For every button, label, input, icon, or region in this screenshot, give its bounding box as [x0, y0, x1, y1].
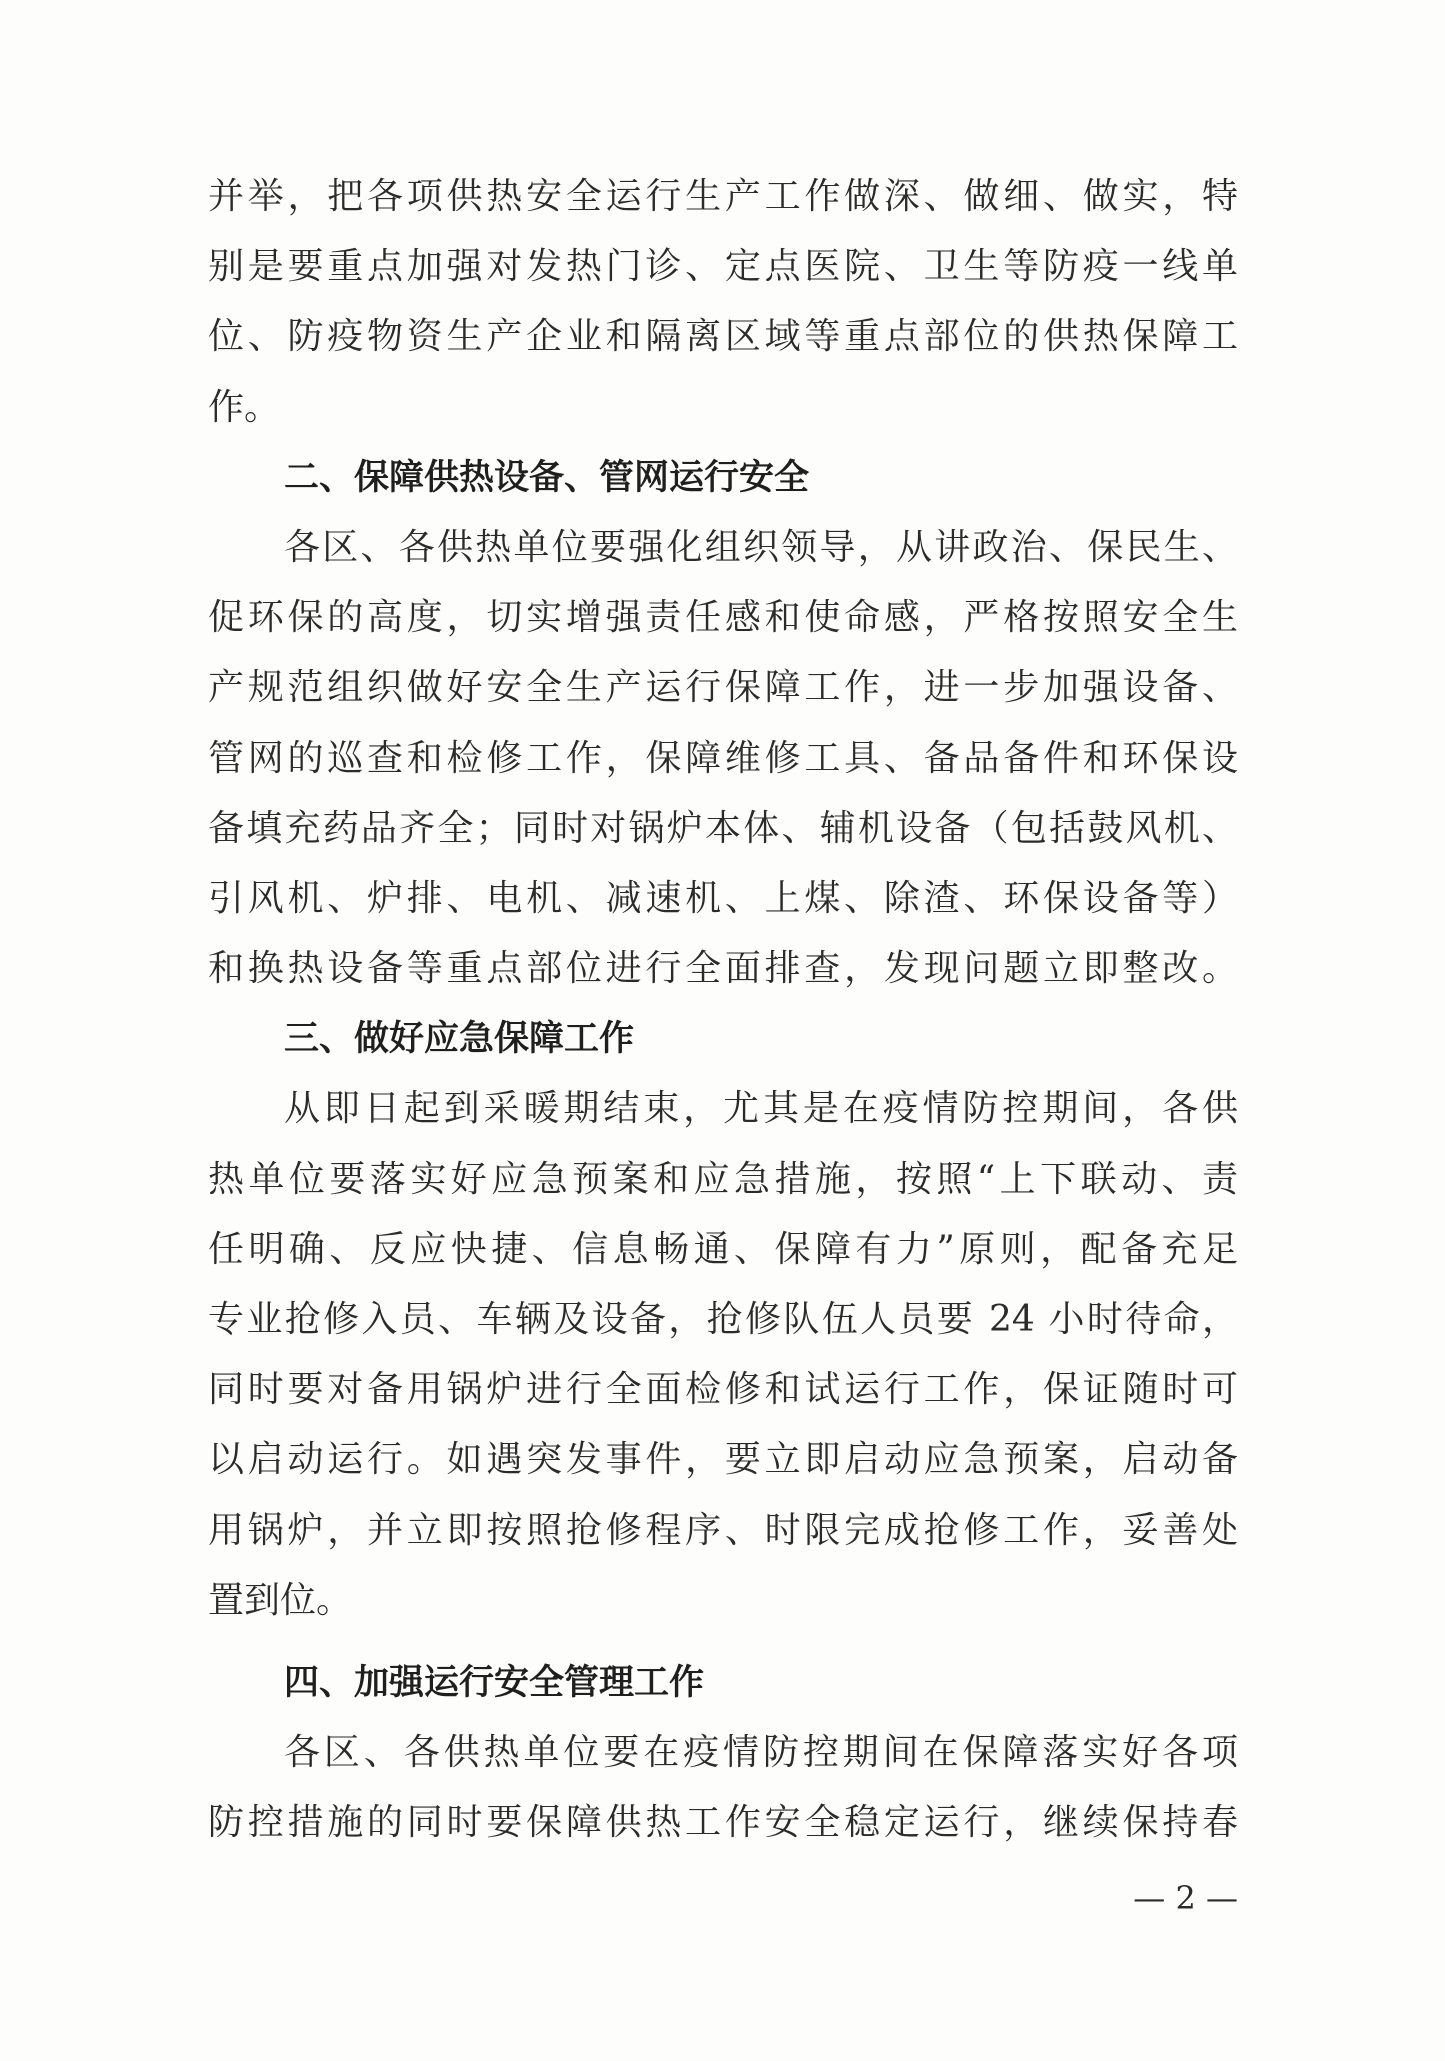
- document-body: [208, 162, 1238, 1859]
- body-line-12: 和换热设备等重点部位进行全面排查，发现问题立即整改。: [208, 948, 1238, 990]
- body-line-21: 置到位。: [208, 1579, 353, 1621]
- body-line-9: 管网的巡查和检修工作，保障维修工具、备品备件和环保设: [208, 737, 1238, 779]
- body-line-11: 引风机、炉排、电机、减速机、上煤、除渣、环保设备等）: [208, 877, 1238, 919]
- body-line-7: 促环保的高度，切实增强责任感和使命感，严格按照安全生: [208, 597, 1238, 639]
- body-line-14: 从即日起到采暖期结束，尤其是在疫情防控期间，各供: [284, 1088, 1238, 1130]
- body-line-8: 产规范组织做好安全生产运行保障工作，进一步加强设备、: [208, 667, 1238, 709]
- section-heading-2: 二、保障供热设备、管网运行安全: [284, 457, 810, 498]
- body-line-4: 作。: [208, 386, 281, 428]
- section-heading-4: 四、加强运行安全管理工作: [284, 1662, 705, 1703]
- body-line-17: 专业抢修入员、车辆及设备，抢修队伍人员要 24 小时待命，: [208, 1299, 1238, 1340]
- page-number: — 2 —: [1133, 1879, 1238, 1917]
- body-line-10: 备填充药品齐全；同时对锅炉本体、辅机设备（包括鼓风机、: [208, 807, 1238, 849]
- body-line-15: 热单位要落实好应急预案和应急措施，按照“上下联动、责: [208, 1158, 1238, 1200]
- body-line-23: 各区、各供热单位要在疫情防控期间在保障落实好各项: [284, 1732, 1238, 1774]
- body-line-18: 同时要对备用锅炉进行全面检修和试运行工作，保证随时可: [208, 1369, 1238, 1411]
- body-line-1: 并举，把各项供热安全运行生产工作做深、做细、做实，特: [208, 176, 1238, 217]
- body-line-19: 以启动运行。如遇突发事件，要立即启动应急预案，启动备: [208, 1439, 1238, 1481]
- body-line-6: 各区、各供热单位要强化组织领导，从讲政治、保民生、: [284, 526, 1238, 568]
- body-line-20: 用锅炉，并立即按照抢修程序、时限完成抢修工作，妥善处: [208, 1509, 1238, 1551]
- body-line-2: 别是要重点加强对发热门诊、定点医院、卫生等防疫一线单: [208, 246, 1238, 288]
- section-heading-3: 三、做好应急保障工作: [284, 1019, 635, 1060]
- body-line-16: 任明确、反应快捷、信息畅通、保障有力”原则，配备充足: [208, 1228, 1238, 1270]
- body-line-3: 位、防疫物资生产企业和隔离区域等重点部位的供热保障工: [208, 316, 1238, 358]
- section-gap: [208, 1636, 1238, 1648]
- body-line-24: 防控措施的同时要保障供热工作安全稳定运行，继续保持春: [208, 1802, 1238, 1844]
